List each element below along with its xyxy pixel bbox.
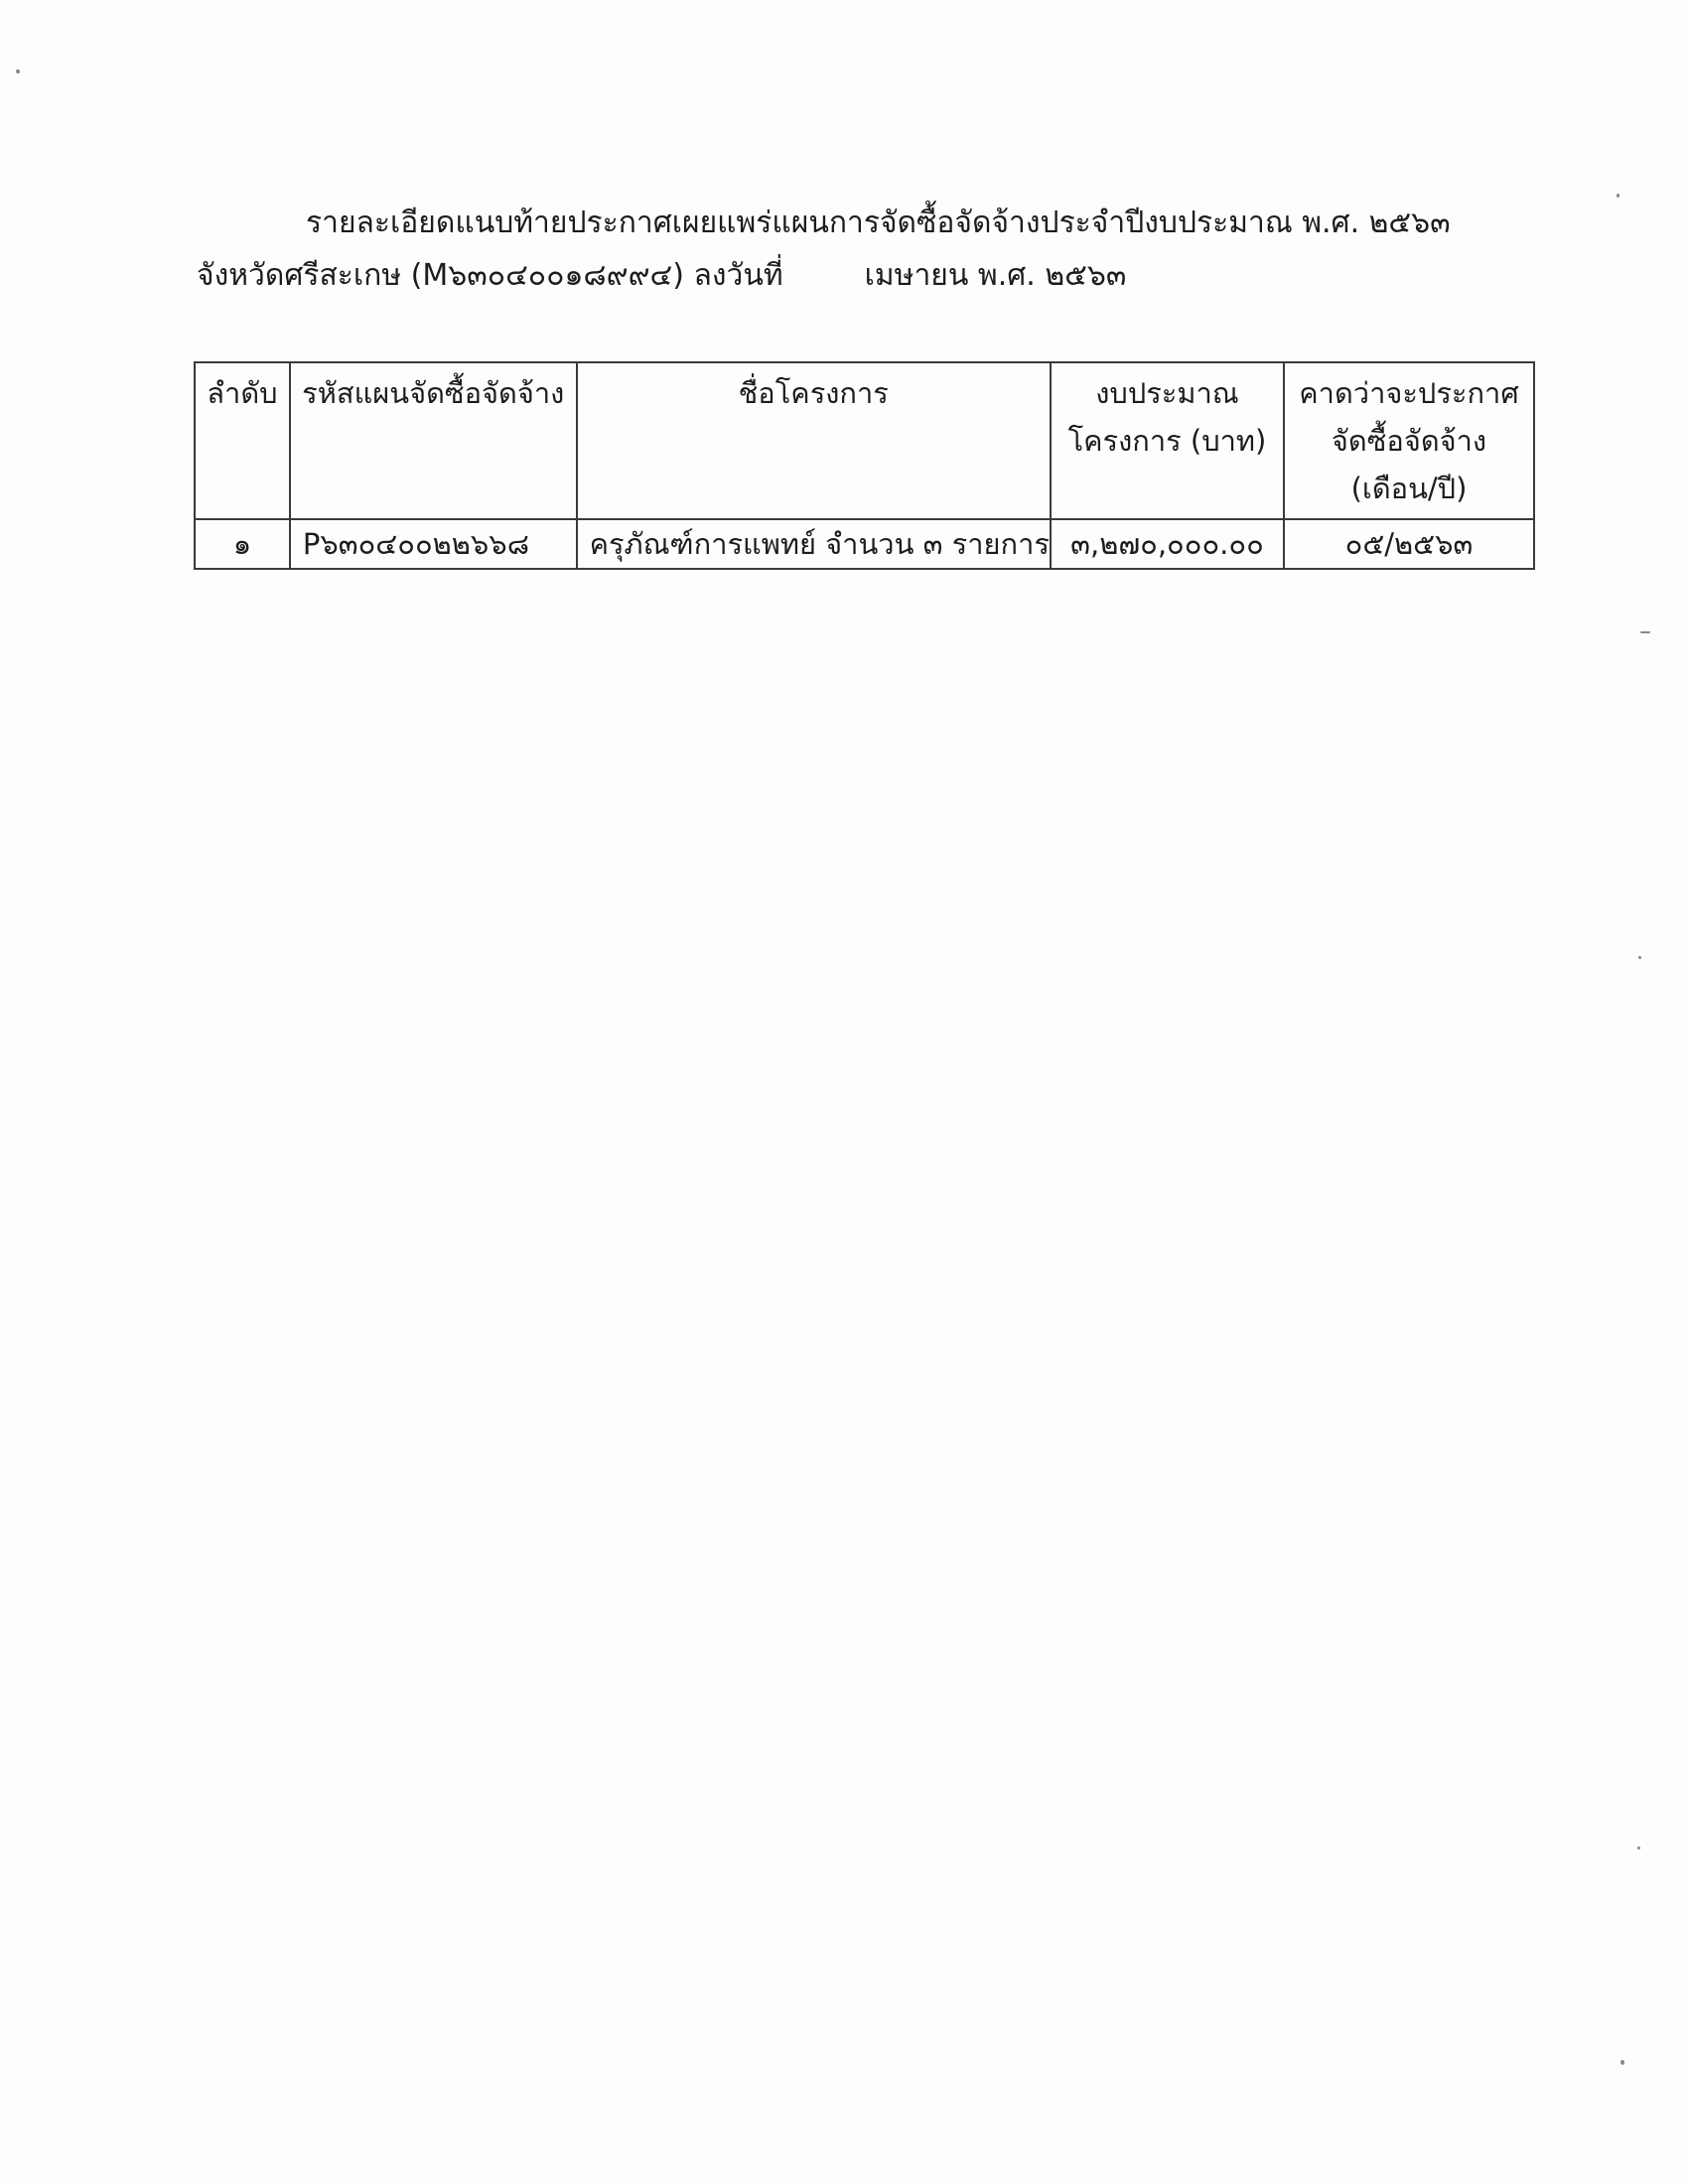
cell-order: ๑	[195, 519, 290, 569]
document-subtitle	[197, 256, 1126, 296]
scan-speck	[1640, 631, 1650, 633]
cell-expected-date: ๐๕/๒๕๖๓	[1284, 519, 1534, 569]
cell-project-name: ครุภัณฑ์การแพทย์ จำนวน ๓ รายการ	[577, 519, 1051, 569]
header-order: ลำดับ	[195, 362, 290, 519]
scan-speck	[1638, 956, 1641, 959]
cell-plan-code: P๖๓๐๔๐๐๒๒๖๖๘	[290, 519, 577, 569]
document-title: รายละเอียดแนบท้ายประกาศเผยแพร่แผนการจัดซื้อจัดจ้างประจำปีงบประมาณ พ.ศ. ๒๕๖๓	[306, 205, 1451, 240]
scan-speck	[1620, 2060, 1624, 2065]
procurement-plan-table	[194, 361, 1535, 570]
subtitle-province-reference: จังหวัดศรีสะเกษ (M๖๓๐๔๐๐๑๘๙๙๔) ลงวันที่	[197, 258, 783, 293]
header-plan-code: รหัสแผนจัดซื้อจัดจ้าง	[290, 362, 577, 519]
header-expected-date: คาดว่าจะประกาศ จัดซื้อจัดจ้าง (เดือน/ปี)	[1284, 362, 1534, 519]
cell-budget: ๓,๒๗๐,๐๐๐.๐๐	[1051, 519, 1284, 569]
table-header-row	[195, 362, 1534, 519]
subtitle-date: เมษายน พ.ศ. ๒๕๖๓	[864, 258, 1127, 293]
scan-speck	[16, 69, 20, 73]
scan-speck	[1637, 1846, 1640, 1849]
header-budget: งบประมาณ โครงการ (บาท)	[1051, 362, 1284, 519]
header-project-name: ชื่อโครงการ	[577, 362, 1051, 519]
scan-speck	[1617, 194, 1619, 198]
table-row	[195, 519, 1534, 569]
